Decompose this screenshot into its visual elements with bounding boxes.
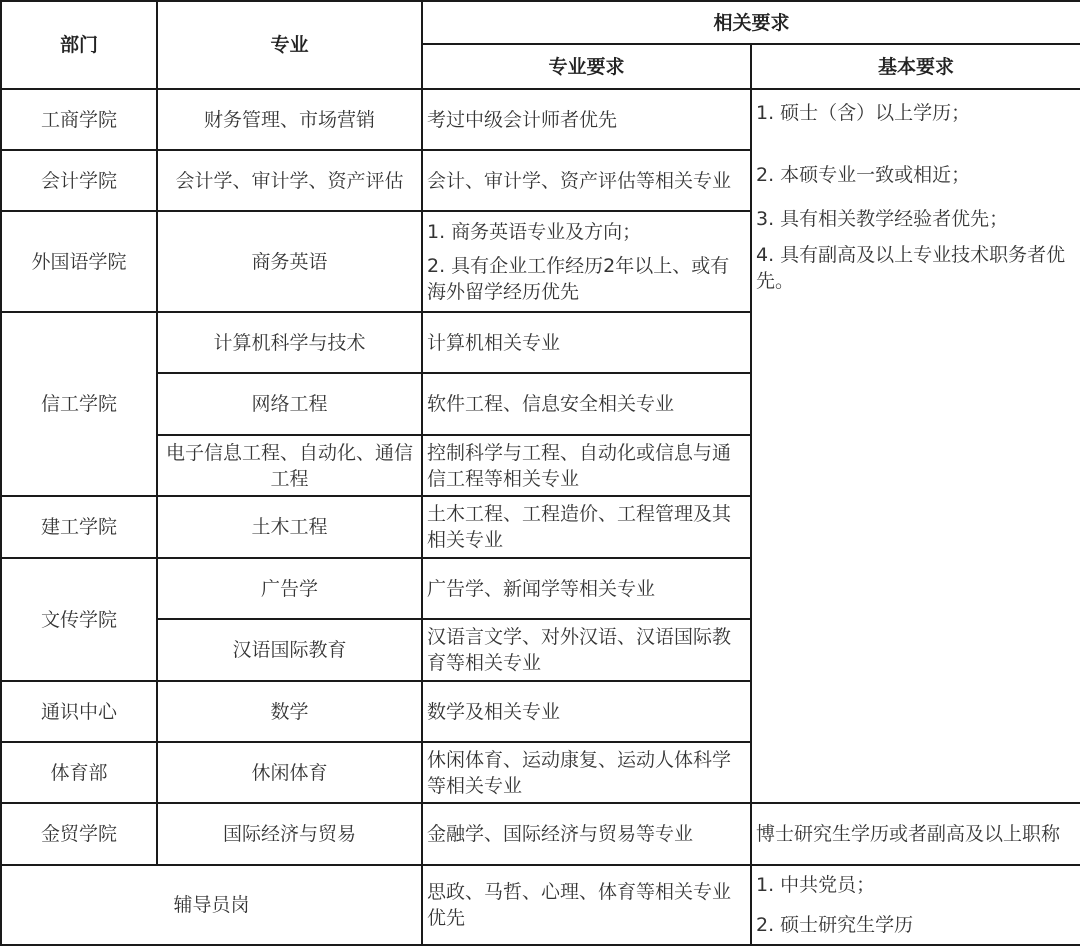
table-row [1,803,1080,865]
major-req-item: 1. 商务英语专业及方向； [427,220,642,243]
dept-cell: 信工学院 [1,312,157,496]
major-req-cell: 考过中级会计师者优先 [422,89,751,150]
dept-cell: 建工学院 [1,496,157,558]
major-req-cell: 会计、审计学、资产评估等相关专业 [422,150,751,211]
table-row [1,865,1080,945]
major-cell: 财务管理、市场营销 [157,89,422,150]
major-req-cell: 计算机相关专业 [422,312,751,373]
basic-req-item: 2. 硕士研究生学历 [756,914,914,936]
basic-req-item: 1. 硕士（含）以上学历； [756,102,971,124]
header-dept: 部门 [1,1,157,89]
major-cell: 电子信息工程、自动化、通信工程 [157,435,422,496]
basic-req-item: 2. 本硕专业一致或相近； [756,164,971,186]
major-req-cell: 休闲体育、运动康复、运动人体科学等相关专业 [422,742,751,803]
major-req-cell: 数学及相关专业 [422,681,751,742]
major-cell: 数学 [157,681,422,742]
major-req-item: 2. 具有企业工作经历2年以上、或有海外留学经历优先 [427,254,730,303]
header-major-req: 专业要求 [422,44,751,89]
major-cell: 休闲体育 [157,742,422,803]
position-cell: 辅导员岗 [1,865,422,945]
basic-req-item: 1. 中共党员； [756,874,876,896]
major-cell: 会计学、审计学、资产评估 [157,150,422,211]
dept-cell: 外国语学院 [1,211,157,312]
basic-req-item: 3. 具有相关教学经验者优先； [756,208,1009,230]
major-req-cell: 汉语言文学、对外汉语、汉语国际教育等相关专业 [422,619,751,681]
table-row [1,89,1080,150]
major-cell: 广告学 [157,558,422,619]
basic-req-common-cell [751,89,1080,803]
header-related: 相关要求 [422,1,1080,44]
major-cell: 国际经济与贸易 [157,803,422,865]
major-req-cell: 思政、马哲、心理、体育等相关专业优先 [422,865,751,945]
basic-req-item: 4. 具有副高及以上专业技术职务者优先。 [756,244,1066,292]
header-basic-req: 基本要求 [751,44,1080,89]
major-cell: 土木工程 [157,496,422,558]
major-cell: 商务英语 [157,211,422,312]
major-req-cell: 控制科学与工程、自动化或信息与通信工程等相关专业 [422,435,751,496]
dept-cell: 会计学院 [1,150,157,211]
major-cell: 计算机科学与技术 [157,312,422,373]
dept-cell: 金贸学院 [1,803,157,865]
major-req-cell: 土木工程、工程造价、工程管理及其相关专业 [422,496,751,558]
basic-req-cell: 博士研究生学历或者副高及以上职称 [751,803,1080,865]
major-req-cell: 软件工程、信息安全相关专业 [422,373,751,435]
dept-cell: 工商学院 [1,89,157,150]
major-cell: 网络工程 [157,373,422,435]
dept-cell: 文传学院 [1,558,157,681]
major-req-cell [422,211,751,312]
major-cell: 汉语国际教育 [157,619,422,681]
major-req-cell: 广告学、新闻学等相关专业 [422,558,751,619]
dept-cell: 体育部 [1,742,157,803]
header-major: 专业 [157,1,422,89]
dept-cell: 通识中心 [1,681,157,742]
major-req-cell: 金融学、国际经济与贸易等专业 [422,803,751,865]
basic-req-cell [751,865,1080,945]
